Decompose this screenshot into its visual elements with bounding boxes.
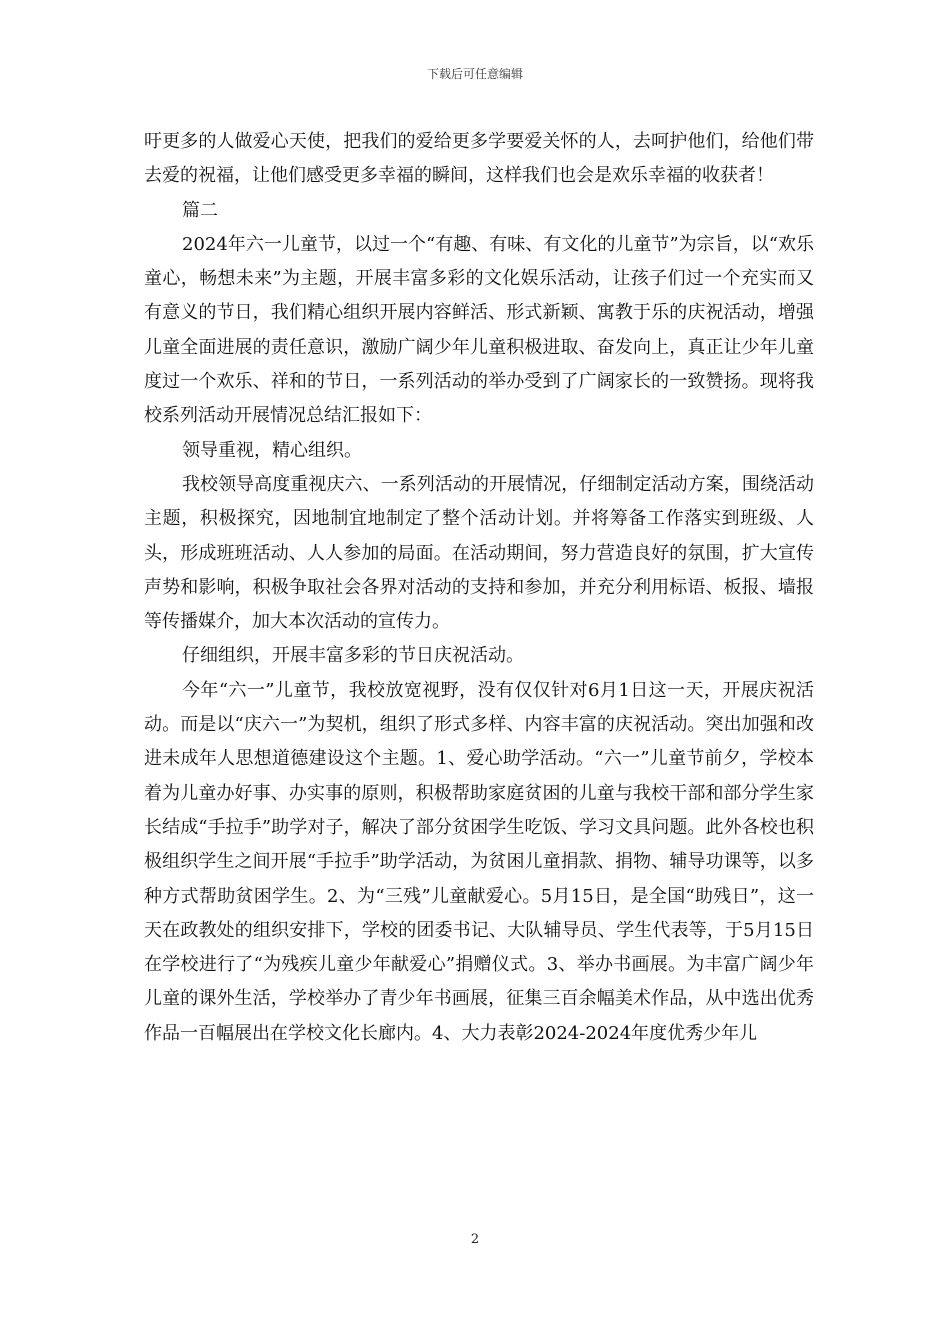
paragraph-intro: 2024年六一儿童节，以过一个“有趣、有味、有文化的儿童节”为宗旨，以“欢乐童心，畅想未来”为主题，开展丰富多彩的文化娱乐活动，让孩子们过一个充实而又有意义的节日，我们精心组织开展内容鲜活、形式新颖、寓教于乐的庆祝活动，增强儿童全面进展的责任意识，激励广阔少年儿童积极进取、奋发向上，真正让少年儿童度过一个欢乐、祥和的节日，一系列活动的举办受到了广阔家长的一致赞扬。现将我校系列活动开展情况总结汇报如下： [144, 233, 814, 427]
section-heading: 篇二 [182, 199, 218, 221]
page-header: 下载后可任意编辑 [426, 67, 523, 81]
document-body [144, 125, 814, 1051]
paragraph-activities: 今年“六一”儿童节，我校放宽视野，没有仅仅针对6月1日这一天，开展庆祝活动。而是以“庆六一”为契机，组织了形式多样、内容丰富的庆祝活动。突出加强和改进未成年人思想道德建设这个主题。1、爱心助学活动。“六一”儿童节前夕，学校本着为儿童办好事、办实事的原则，积极帮助家庭贫困的儿童与我校干部和部分学生家长结成“手拉手”助学对子，解决了部分贫困学生吃饭、学习文具问题。此外各校也积极组织学生之间开展“手拉手”助学活动，为贫困儿童捐款、捐物、辅导功课等，以多种方式帮助贫困学生。2、为“三残”儿童献爱心。5月15日，是全国“助残日”，这一天在政教处的组织安排下，学校的团委书记、大队辅导员、学生代表等，于5月15日在学校进行了“为残疾儿童少年献爱心”捐赠仪式。3、举办书画展。为丰富广阔少年儿童的课外生活，学校举办了青少年书画展，征集三百余幅美术作品，从中选出优秀作品一百幅展出在学校文化长廊内。4、大力表彰2024-2024年度优秀少年儿 [144, 679, 814, 1044]
page-number: 2 [470, 1232, 480, 1247]
subheading-activities: 仔细组织，开展丰富多彩的节日庆祝活动。 [182, 645, 524, 667]
paragraph-leadership: 我校领导高度重视庆六、一系列活动的开展情况，仔细制定活动方案，围绕活动主题，积极探究，因地制宜地制定了整个活动计划。并将筹备工作落实到班级、人头，形成班班活动、人人参加的局面。在活动期间，努力营造良好的氛围，扩大宣传声势和影响，积极争取社会各界对活动的支持和参加，并充分利用标语、板报、墙报等传播媒介，加大本次活动的宣传力。 [144, 473, 814, 633]
paragraph-continuation: 吁更多的人做爱心天使，把我们的爱给更多学要爱关怀的人，去呵护他们，给他们带去爱的祝福，让他们感受更多幸福的瞬间，这样我们也会是欢乐幸福的收获者！ [144, 131, 814, 187]
subheading-leadership: 领导重视，精心组织。 [182, 439, 362, 461]
